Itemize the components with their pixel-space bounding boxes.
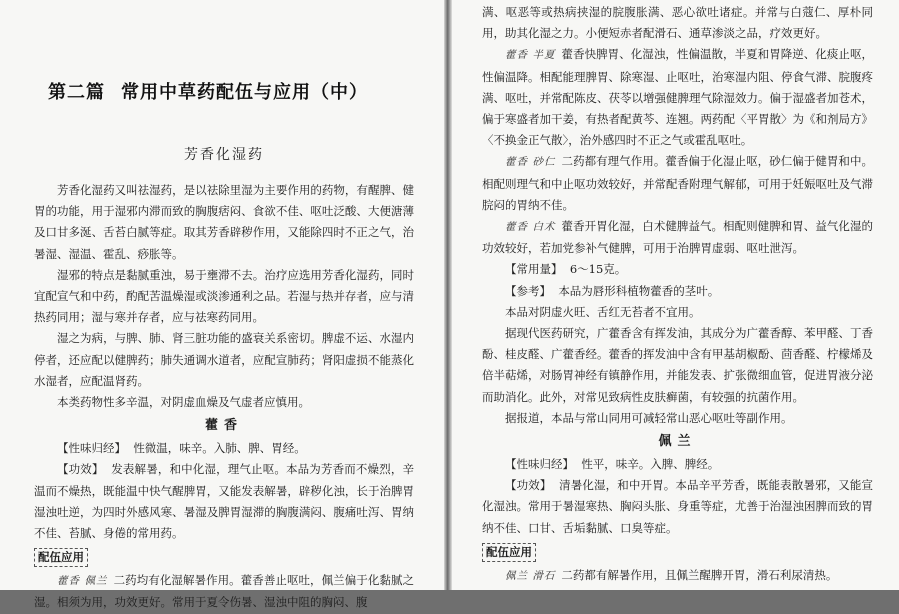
- function-tag: 【功效】: [505, 478, 552, 493]
- nature-text: 性微温，味辛。入肺、脾、胃经。: [133, 441, 306, 456]
- dosage-paragraph: [482, 259, 873, 280]
- combo-label: 配伍应用: [34, 548, 88, 567]
- intro-paragraph: 湿邪的特点是黏腻重浊，易于壅滞不去。治疗应选用芳香化湿药，同时宜配宣气和中药，酌配苦温燥湿或淡渗通利之品。若湿与热并存者，应与清热药同用；湿与寒并存者，应与祛寒药同用。: [34, 267, 414, 325]
- right-page: [452, 0, 899, 590]
- pair-text: 藿香开胃化湿，白术健脾益气。相配则健脾和胃、益气化湿的功效较好，若加党参补气健脾，可用于治脾胃虚弱、呕吐泄泻。: [482, 219, 873, 256]
- function-paragraph: [34, 459, 414, 544]
- reference-paragraph: [482, 281, 873, 302]
- part-title: 第二篇 常用中草药配伍与应用（中）: [48, 82, 368, 103]
- nature-tag: 【性味归经】: [505, 457, 574, 472]
- combo-label: 配伍应用: [482, 543, 536, 562]
- pair-paragraph: [482, 151, 873, 216]
- dosage-tag: 【常用量】: [505, 262, 563, 277]
- nature-paragraph: [34, 438, 414, 459]
- nature-text: 性平，味辛。入脾、脾经。: [581, 457, 720, 472]
- intro-paragraph: 湿之为病，与脾、肺、肾三脏功能的盛衰关系密切。脾虚不运、水湿内停者，还应配以健脾药；肺失通调水道者，应配宣肺药；肾阳虚损不能蒸化水湿者，应配温肾药。: [34, 331, 414, 388]
- section-title: 芳香化湿药: [184, 147, 264, 163]
- pair-paragraph: [482, 216, 873, 259]
- function-paragraph: [482, 475, 873, 539]
- book-gutter: [444, 0, 452, 590]
- pair-text: 二药都有解暑作用，且佩兰醒脾开胃，滑石利尿清热。: [561, 567, 838, 582]
- reference-text: 本品为唇形科植物藿香的茎叶。: [558, 283, 720, 298]
- dosage-text: 6～15克。: [569, 262, 627, 277]
- pair-text: 藿香快脾胃、化湿浊，性偏温散，半夏和胃降逆、化痰止呕，性偏温降。相配能理脾胃、除寒湿、止呕吐，治寒湿内阻、停食气滞、脘腹疼满、呕吐，并常配陈皮、茯苓以增强健脾理气除湿效力。偏于湿盛者加苍术，偏于寒盛者加干姜，有热者配黄芩、连翘。两药配〈平胃散〉为《和剂局方》〈不换金正气散〉，治外感四时不正之气或霍乱呕吐。: [482, 47, 873, 148]
- pair-paragraph: [482, 565, 873, 587]
- pair-text: 二药均有化湿解暑作用。藿香善止呕吐，佩兰偏于化黏腻之湿。相须为用，功效更好。常用于夏令伤暑、湿浊中阻的胸闷、腹: [34, 573, 415, 610]
- reference-paragraph: 据报道，本品与常山同用可减轻常山恶心呕吐等副作用。: [505, 410, 793, 425]
- pair-name: 佩兰 滑石: [505, 569, 556, 582]
- reference-paragraph: 本品对阴虚火旺、舌红无苔者不宜用。: [505, 304, 701, 319]
- function-text: 清暑化湿，和中开胃。本品辛平芳香，既能表散暑邪，又能宣化湿浊。常用于暑湿寒热、胸闷头胀、身重等症，尤善于治湿浊困脾而致的胃纳不佳、口甘、舌垢黏腻、口臭等症。: [482, 478, 874, 535]
- function-tag: 【功效】: [57, 462, 104, 477]
- herb-heading: 佩兰: [658, 434, 697, 450]
- reference-paragraph: 据现代医药研究，广藿香含有挥发油，其成分为广藿香醇、苯甲醛、丁香酚、桂皮醛、广藿香经。藿香的挥发油中含有甲基胡椒酚、茴香醛、柠檬烯及倍半萜烯，对肠胃神经有镇静作用，并能发表、扩张微细血管，促进胃液分泌而助消化。此外，对常见致病性皮肤癣菌，有较强的抗菌作用。: [482, 326, 873, 404]
- reference-tag: 【参考】: [505, 283, 551, 298]
- herb-heading: 藿香: [204, 418, 243, 434]
- pair-name: 藿香 砂仁: [505, 156, 556, 169]
- function-text: 发表解暑，和中化湿，理气止呕。本品为芳香而不燥烈，辛温而不燥热，既能温中快气醒脾胃，又能发表解暑，辟秽化浊，长于治脾胃湿浊吐逆，为四时外感风寒、暑湿及脾胃湿滞的胸腹满闷、腹痛吐泻、胃纳不佳、苔腻、身倦的常用药。: [34, 462, 415, 541]
- pair-text: 二药都有理气作用。藿香偏于化湿止呕，砂仁偏于健胃和中。相配则理气和中止呕功效较好，并常配香附理气解郁，可用于妊娠呕吐及气滞脘闷的胃纳不佳。: [482, 154, 873, 212]
- pair-name: 藿香 佩兰: [57, 575, 108, 588]
- intro-paragraph: 芳香化湿药又叫祛湿药，是以祛除里湿为主要作用的药物，有醒脾、健胃的功能，用于湿邪内滞而致的胸腹痞闷、食欲不佳、呕吐泛酸、大便溏薄及口甘多涎、舌苔白腻等症。取其芳香辟秽作用，又能除四时不正之气，治暑湿、湿温、霍乱、痧胀等。: [34, 183, 414, 261]
- pair-name: 藿香 半夏: [505, 49, 556, 62]
- intro-paragraph: 本类药物性多辛温，对阴虚血燥及气虚者应慎用。: [57, 395, 310, 410]
- pair-paragraph: [482, 44, 873, 151]
- left-page: [0, 0, 444, 610]
- continued-paragraph: 满、呕恶等或热病挟湿的脘腹胀满、恶心欲吐诸症。并常与白蔻仁、厚朴同用，助其化湿之力。小便短赤者配滑石、通草渗淡之品，疗效更好。: [482, 5, 873, 41]
- nature-paragraph: [482, 454, 873, 475]
- pair-paragraph: [34, 570, 414, 613]
- nature-tag: 【性味归经】: [57, 441, 126, 456]
- pair-name: 藿香 白术: [505, 221, 556, 234]
